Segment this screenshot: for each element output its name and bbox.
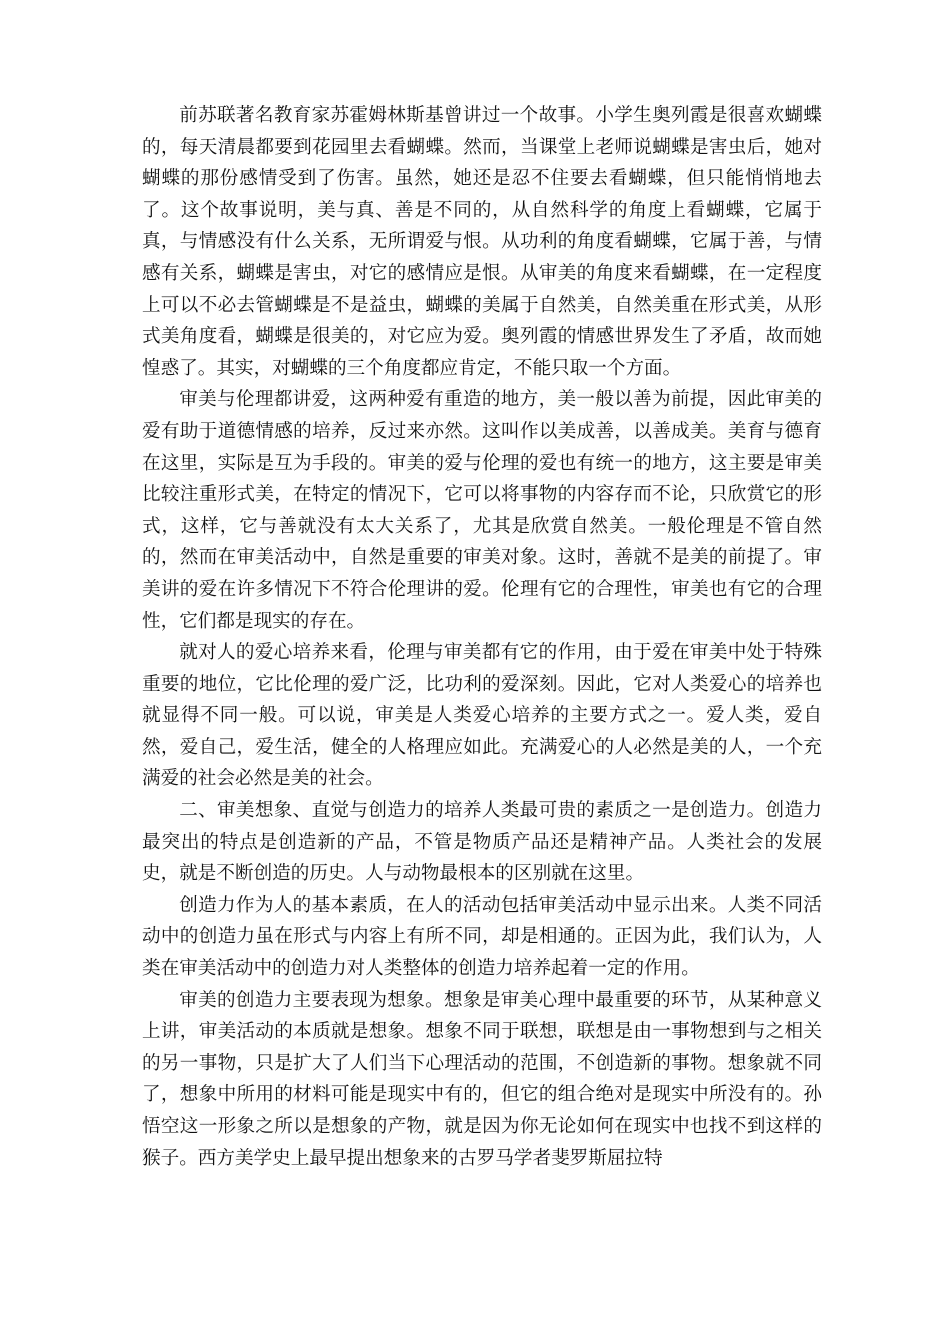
paragraph-creativity-basic: 创造力作为人的基本素质，在人的活动包括审美活动中显示出来。人类不同活动中的创造力虽在形式与内容上有所不同，却是相通的。正因为此，我们认为，人类在审美活动中的创造力对人类整体的创造力培养起着一定的作用。	[142, 894, 822, 980]
document-page	[142, 100, 822, 1174]
paragraph-section-two-heading: 二、审美想象、直觉与创造力的培养人类最可贵的素质之一是创造力。创造力最突出的特点是创造新的产品，不管是物质产品还是精神产品。人类社会的发展史，就是不断创造的历史。人与动物最根本的区别就在这里。	[142, 800, 822, 885]
paragraph-love-cultivation: 就对人的爱心培养来看，伦理与审美都有它的作用，由于爱在审美中处于特殊重要的地位，它比伦理的爱广泛，比功利的爱深刻。因此，它对人类爱心的培养也就显得不同一般。可以说，审美是人类爱心培养的主要方式之一。爱人类，爱自然，爱自己，爱生活，健全的人格理应如此。充满爱心的人必然是美的人，一个充满爱的社会必然是美的社会。	[142, 642, 822, 790]
paragraph-imagination: 审美的创造力主要表现为想象。想象是审美心理中最重要的环节，从某种意义上讲，审美活动的本质就是想象。想象不同于联想，联想是由一事物想到与之相关的另一事物，只是扩大了人们当下心理活动的范围，不创造新的事物。想象就不同了，想象中所用的材料可能是现实中有的，但它的组合绝对是现实中所没有的。孙悟空这一形象之所以是想象的产物，就是因为你无论如何在现实中也找不到这样的猴子。西方美学史上最早提出想象来的古罗马学者斐罗斯屈拉特	[142, 989, 822, 1169]
paragraph-butterfly-story: 前苏联著名教育家苏霍姆林斯基曾讲过一个故事。小学生奥列霞是很喜欢蝴蝶的，每天清晨都要到花园里去看蝴蝶。然而，当课堂上老师说蝴蝶是害虫后，她对蝴蝶的那份感情受到了伤害。虽然，她还是忍不住要去看蝴蝶，但只能悄悄地去了。这个故事说明，美与真、善是不同的，从自然科学的角度上看蝴蝶，它属于真，与情感没有什么关系，无所谓爱与恨。从功利的角度看蝴蝶，它属于善，与情感有关系，蝴蝶是害虫，对它的感情应是恨。从审美的角度来看蝴蝶，在一定程度上可以不必去管蝴蝶是不是益虫，蝴蝶的美属于自然美，自然美重在形式美，从形式美角度看，蝴蝶是很美的，对它应为爱。奥列霞的情感世界发生了矛盾，故而她惶惑了。其实，对蝴蝶的三个角度都应肯定，不能只取一个方面。	[142, 105, 822, 379]
paragraph-aesthetics-ethics: 审美与伦理都讲爱，这两种爱有重造的地方，美一般以善为前提，因此审美的爱有助于道德情感的培养，反过来亦然。这叫作以美成善，以善成美。美育与德育在这里，实际是互为手段的。审美的爱与伦理的爱也有统一的地方，这主要是审美比较注重形式美，在特定的情况下，它可以将事物的内容存而不论，只欣赏它的形式，这样，它与善就没有太大关系了，尤其是欣赏自然美。一般伦理是不管自然的，然而在审美活动中，自然是重要的审美对象。这时，善就不是美的前提了。审美讲的爱在许多情况下不符合伦理讲的爱。伦理有它的合理性，审美也有它的合理性，它们都是现实的存在。	[142, 389, 822, 632]
